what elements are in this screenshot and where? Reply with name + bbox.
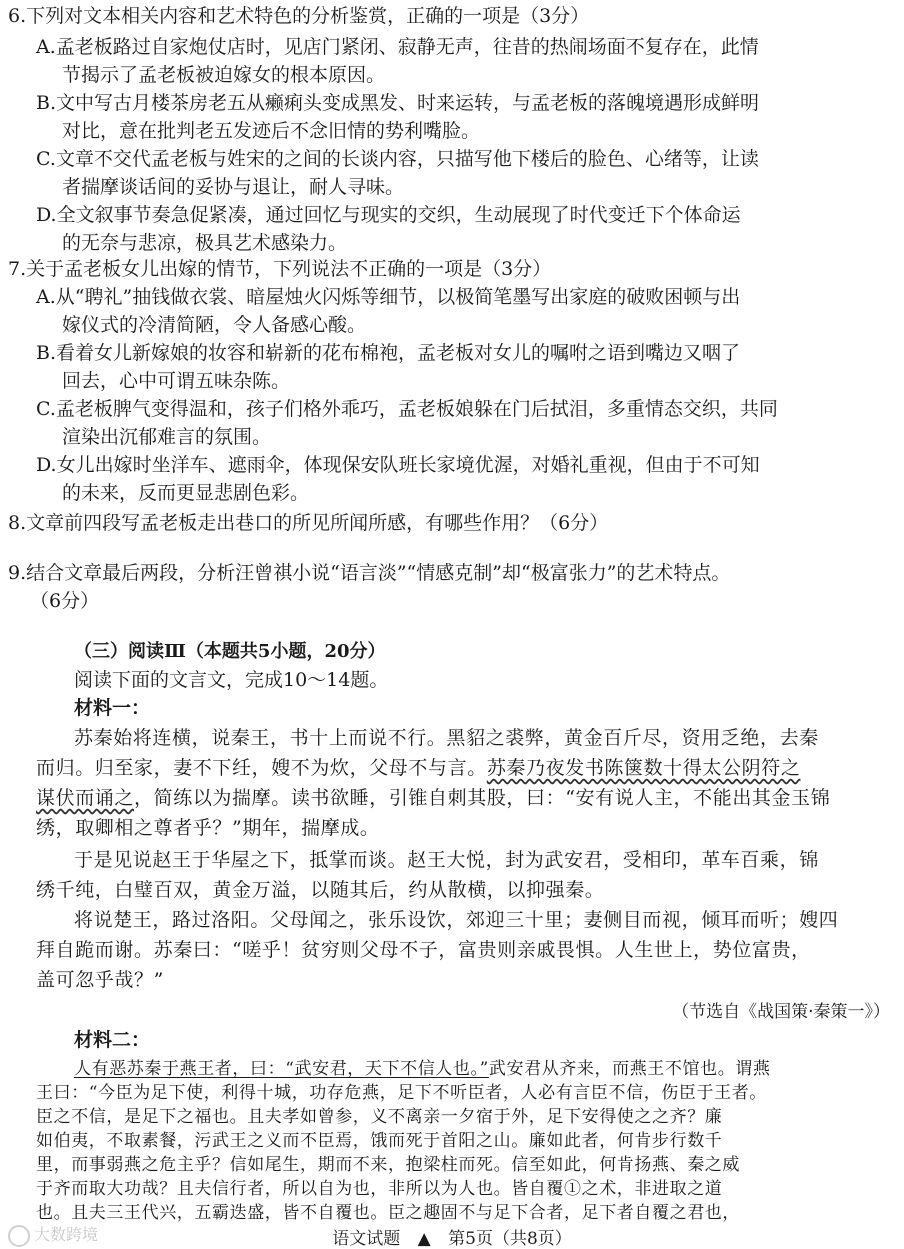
- watermark: [8, 1222, 98, 1247]
- q7-option-a-line2: 嫁仪式的冷清简陋，令人备感心酸。: [62, 314, 367, 336]
- material-1-p3-line2: 拜自跪而谢。苏秦曰：“嗟乎！贫穷则父母不子，富贵则亲戚畏惧。人生世上，势位富贵，: [36, 939, 811, 961]
- q7-option-d-line1: D.女儿出嫁时坐洋车、遮雨伞，体现保安队班长家境优渥，对婚礼重视，但由于不可知: [36, 454, 760, 476]
- triangle-icon: ▲: [417, 1229, 431, 1249]
- material-1-label: 材料一：: [74, 697, 151, 719]
- watermark-text: 大数跨境: [34, 1225, 99, 1244]
- material-1-p1-line1: 苏秦始将连横，说秦王，书十上而说不行。黑貂之裘弊，黄金百斤尽，资用乏绝，去秦: [74, 727, 819, 749]
- q6-option-c-line1: C.文章不交代孟老板与姓宋的之间的长谈内容，只描写他下楼后的脸色、心绪等，让读: [36, 148, 759, 170]
- q7-stem: 7.关于孟老板女儿出嫁的情节，下列说法不正确的一项是（3分）: [8, 258, 552, 280]
- material-2-label: 材料二：: [74, 1029, 151, 1051]
- q6-option-a-line1: A.孟老板路过自家炮仗店时，见店门紧闭、寂静无声，往昔的热闹场面不复存在，此情: [36, 36, 759, 58]
- wavy-underlined-sentence-part2: 谋伏而诵之: [36, 787, 135, 809]
- q7-option-d-line2: 的未来，反而更显悲剧色彩。: [62, 482, 310, 504]
- material-1-source: （节选自《战国策·秦策一》）: [672, 1002, 890, 1022]
- material-2-line2: 王曰：“今臣为足下使，利得十城，功存危燕，足下不听臣者，人必有言臣不信，伤臣于王者。: [36, 1083, 767, 1103]
- q9-stem-line1: 9.结合文章最后两段，分析汪曾祺小说“语言淡”“情感克制”却“极富张力”的艺术特点。: [8, 562, 731, 584]
- q7-option-c-line1: C.孟老板脾气变得温和，孩子们格外乖巧，孟老板娘躲在门后拭泪，多重情态交织，共同: [36, 398, 778, 420]
- page-footer: [0, 1224, 904, 1249]
- material-2-line5: 里，而事弱燕之危主乎？信如尾生，期而不来，抱梁柱而死。信至如此，何肯扬燕、秦之威: [36, 1155, 740, 1175]
- material-1-p1-line2-text: 而归。归至家，妻不下纴，嫂不为炊，父母不与言。: [36, 757, 487, 779]
- material-2-line6: 于齐而取大功哉？且夫信行者，所以自为也，非所以为人也。皆自覆①之术，非进取之道: [36, 1179, 723, 1199]
- material-1-p3-line1: 将说楚王，路过洛阳。父母闻之，张乐设饮，郊迎三十里；妻侧目而视，倾耳而听；嫂四: [74, 909, 839, 931]
- material-2-line1-text: 武安君从齐来，而燕王不馆也。谓燕: [488, 1059, 771, 1079]
- q7-option-c-line2: 渲染出沉郁难言的氛围。: [62, 426, 272, 448]
- material-2-line1: [74, 1058, 771, 1080]
- material-2-line3: 臣之不信，是足下之福也。且夫孝如曾参，义不离亲一夕宿于外，足下安得使之之齐？廉: [36, 1107, 723, 1127]
- q6-option-a-line2: 节揭示了孟老板被迫嫁女的根本原因。: [62, 64, 386, 86]
- q7-option-b-line1: B.看着女儿新嫁娘的妆容和崭新的花布棉袍，孟老板对女儿的嘱咐之语到嘴边又咽了: [36, 342, 741, 364]
- underlined-sentence: 人有恶苏秦于燕王者，曰：“武安君，天下不信人也。”: [74, 1059, 489, 1079]
- q7-option-b-line2: 回去，心中可谓五味杂陈。: [62, 370, 291, 392]
- section-heading: （三）阅读Ⅲ（本题共5小题，20分）: [74, 641, 386, 662]
- footer-page-number: 第5页（共8页）: [448, 1229, 572, 1249]
- wavy-underlined-sentence-part1: 苏秦乃夜发书陈箧数十得太公阴符之: [486, 757, 801, 779]
- material-1-p1-line4: 绣，取卿相之尊者乎？”期年，揣摩成。: [36, 817, 380, 839]
- q8-stem: 8.文章前四段写孟老板走出巷口的所见所闻所感，有哪些作用？（6分）: [8, 512, 609, 534]
- material-1-p1-line3-text: ，简练以为揣摩。读书欲睡，引锥自刺其股，曰：“安有说人主，不能出其金玉锦: [134, 787, 831, 809]
- section-instruction: 阅读下面的文言文，完成10～14题。: [74, 669, 389, 691]
- material-1-p1-line3: [36, 786, 830, 810]
- watermark-logo-icon: [8, 1225, 30, 1247]
- footer-subject: 语文试题: [332, 1229, 401, 1249]
- q6-stem: 6.下列对文本相关内容和艺术特色的分析鉴赏，正确的一项是（3分）: [8, 5, 590, 27]
- material-1-p3-line3: 盖可忽乎哉？”: [36, 969, 164, 991]
- material-1-p1-line2: [36, 756, 800, 780]
- q9-stem-line2: （6分）: [30, 590, 100, 612]
- q6-option-b-line1: B.文中写古月楼茶房老五从癞痢头变成黑发、时来运转，与孟老板的落魄境遇形成鲜明: [36, 92, 760, 114]
- q6-option-d-line1: D.全文叙事节奏急促紧凑，通过回忆与现实的交织，生动展现了时代变迁下个体命运: [36, 204, 741, 226]
- material-2-line4: 如伯夷，不取素餐，污武王之义而不臣焉，饿而死于首阳之山。廉如此者，何肯步行数千: [36, 1131, 723, 1151]
- q6-option-b-line2: 对比，意在批判老五发迹后不念旧情的势利嘴脸。: [62, 120, 481, 142]
- q7-option-a-line1: A.从“聘礼”抽钱做衣裳、暗屋烛火闪烁等细节，以极简笔墨写出家庭的破败困顿与出: [36, 286, 741, 308]
- q6-option-d-line2: 的无奈与悲凉，极具艺术感染力。: [62, 232, 348, 254]
- q6-option-c-line2: 者揣摩谈话间的妥协与退让，耐人寻味。: [62, 176, 405, 198]
- material-1-p2-line1: 于是见说赵王于华屋之下，抵掌而谈。赵王大悦，封为武安君，受相印，革车百乘，锦: [74, 849, 819, 871]
- material-1-p2-line2: 绣千纯，白璧百双，黄金万溢，以随其后，约从散横，以抑强秦。: [36, 879, 605, 901]
- material-2-line7: 也。且夫三王代兴，五霸迭盛，皆不自覆也。臣之趣固不与足下合者，足下者自覆之君也，: [36, 1203, 740, 1223]
